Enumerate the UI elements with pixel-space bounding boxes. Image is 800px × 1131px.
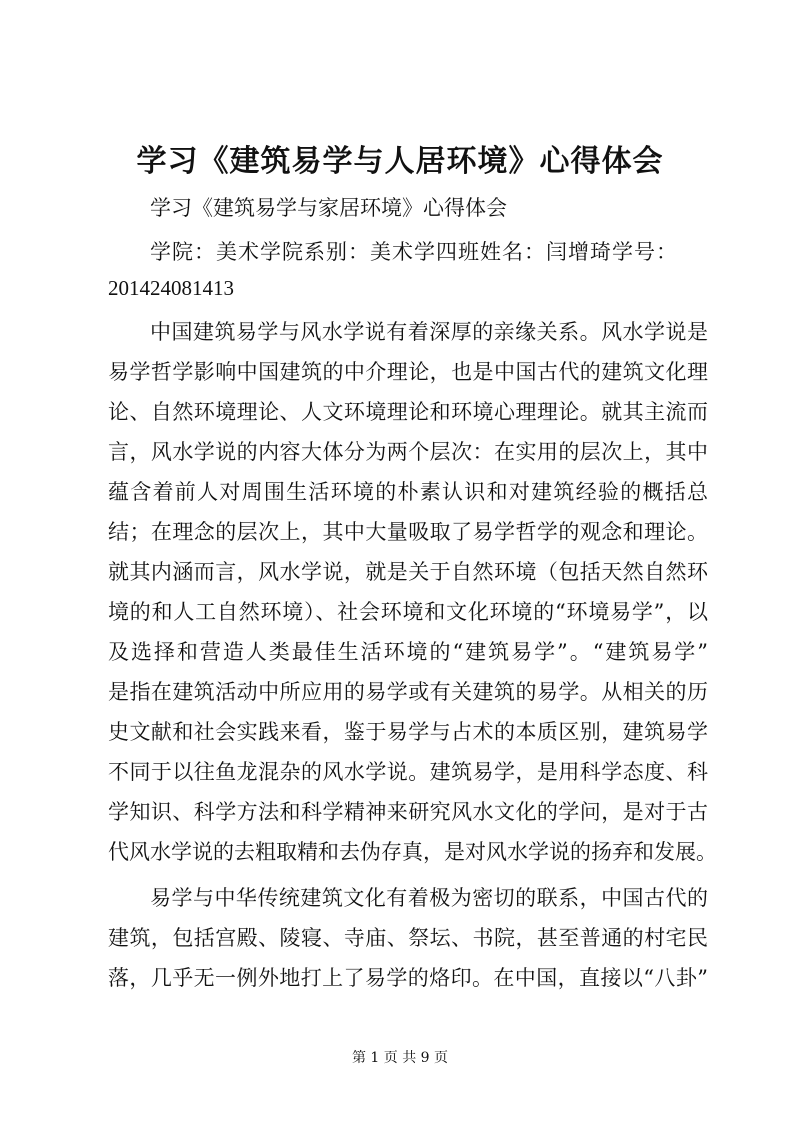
paragraph-1-line: 中国建筑易学与风水学说有着深厚的亲缘关系。风水学说是 [150, 320, 708, 344]
document-title: 学习《建筑易学与人居环境》心得体会 [136, 144, 664, 179]
paragraph-2-line: 落，几乎无一例外地打上了易学的烙印。在中国，直接以“八卦” [108, 966, 708, 990]
author-info-line: 学院：美术学院系别：美术学四班姓名：闫增琦学号： [150, 240, 678, 264]
paragraph-1-line: 境的和人工自然环境）、社会环境和文化环境的“环境易学”，以 [108, 600, 708, 624]
paragraph-1-line: 代风水学说的去粗取精和去伪存真，是对风水学说的扬弃和发展。 [108, 840, 717, 864]
paragraph-2-line: 易学与中华传统建筑文化有着极为密切的联系，中国古代的 [150, 886, 708, 910]
paragraph-1-line: 易学哲学影响中国建筑的中介理论，也是中国古代的建筑文化理 [108, 360, 708, 384]
paragraph-1-line: 及选择和营造人类最佳生活环境的“建筑易学”。“建筑易学” [108, 640, 708, 664]
paragraph-1-line: 是指在建筑活动中所应用的易学或有关建筑的易学。从相关的历 [108, 680, 708, 704]
paragraph-1-line: 结；在理念的层次上，其中大量吸取了易学哲学的观念和理论。 [108, 520, 708, 544]
paragraph-2-line: 建筑，包括宫殿、陵寝、寺庙、祭坛、书院，甚至普通的村宅民 [108, 926, 708, 950]
paragraph-1-line: 学知识、科学方法和科学精神来研究风水文化的学问，是对于古 [108, 800, 708, 824]
student-id: 201424081413 [108, 276, 234, 300]
paragraph-1-line: 史文献和社会实践来看，鉴于易学与占术的本质区别，建筑易学 [108, 720, 708, 744]
document-subtitle: 学习《建筑易学与家居环境》心得体会 [150, 196, 507, 220]
paragraph-1-line: 蕴含着前人对周围生活环境的朴素认识和对建筑经验的概括总 [108, 480, 708, 504]
paragraph-1-line: 言，风水学说的内容大体分为两个层次：在实用的层次上，其中 [108, 440, 708, 464]
paragraph-1-line: 论、自然环境理论、人文环境理论和环境心理理论。就其主流而 [108, 400, 708, 424]
paragraph-1-line: 就其内涵而言，风水学说，就是关于自然环境（包括天然自然环 [108, 560, 708, 584]
page-number-footer: 第 1 页 共 9 页 [351, 1050, 449, 1066]
paragraph-1-line: 不同于以往鱼龙混杂的风水学说。建筑易学，是用科学态度、科 [108, 760, 708, 784]
